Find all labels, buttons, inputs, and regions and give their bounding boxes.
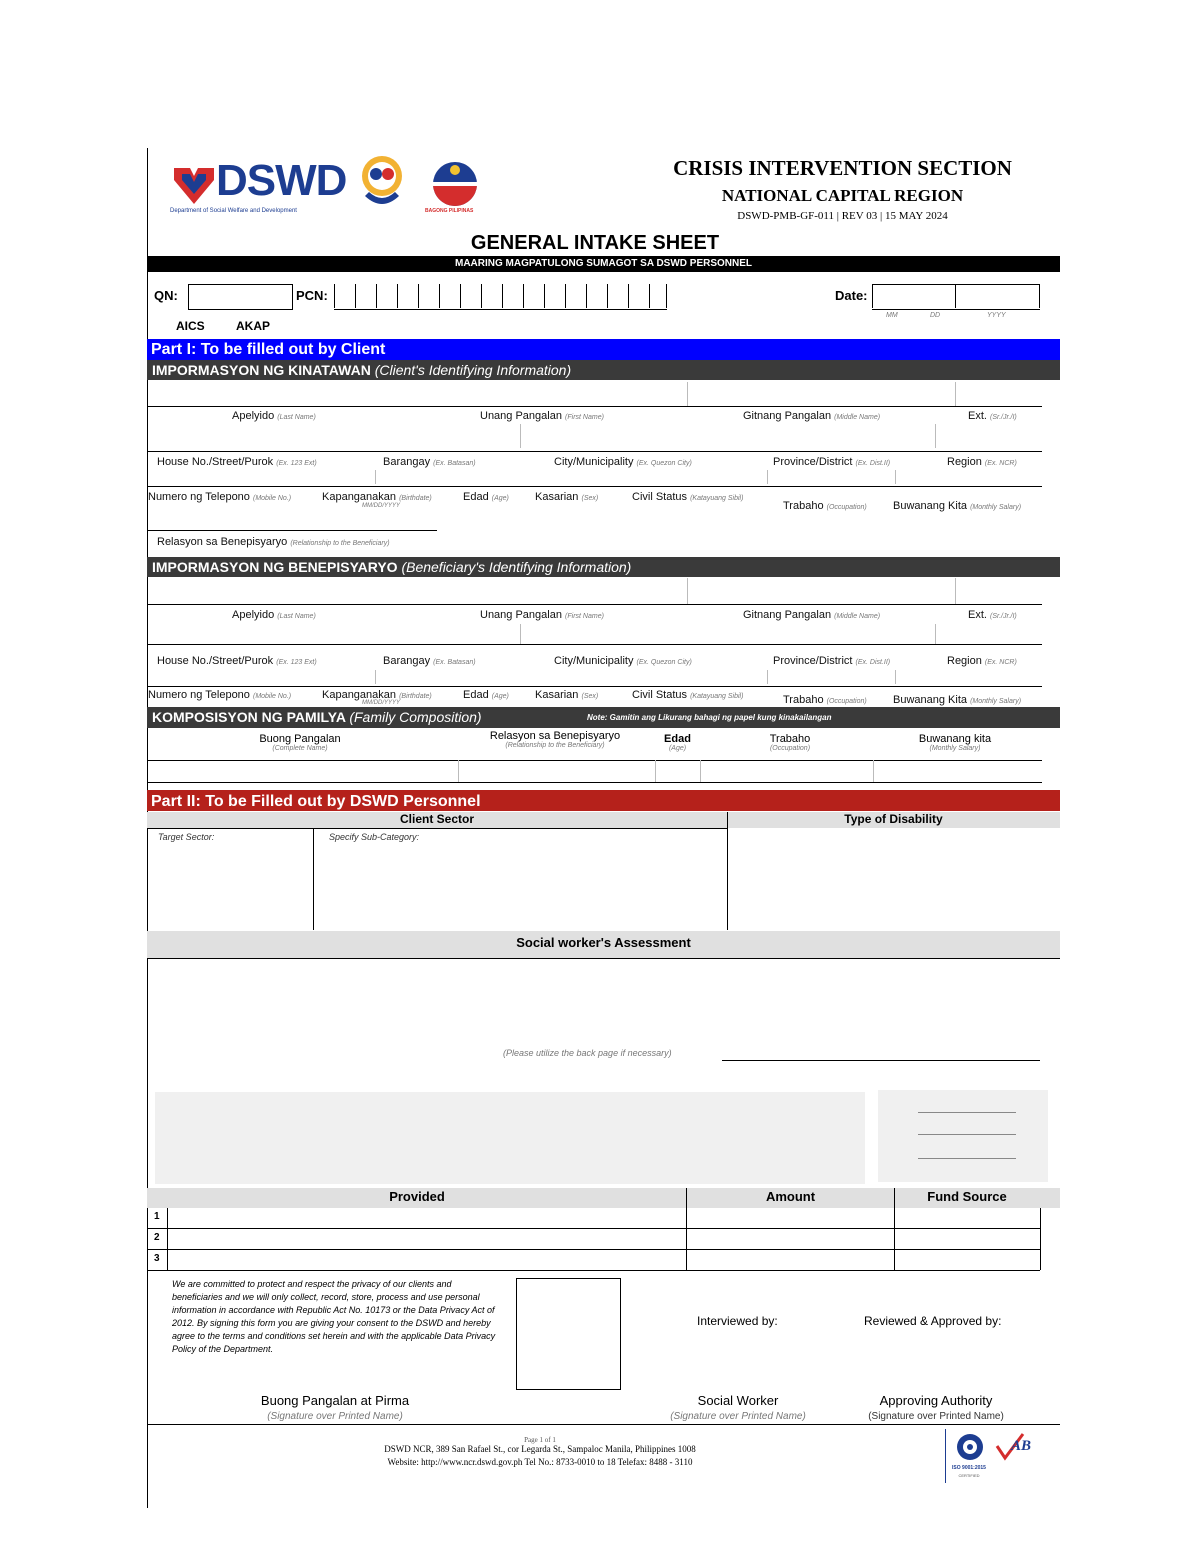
beneficiary-age-label: Edad (Age) [463,689,509,701]
client-age-label: Edad (Age) [463,491,509,503]
date-dd-hint: DD [930,312,941,319]
beneficiary-occupation-label: Trabaho (Occupation) [783,694,867,706]
footer-contact: Website: http://www.ncr.dswd.gov.ph Tel No.: 8733-0010 to 18 Telefax: 8488 - 3110 [387,1457,693,1467]
type-disability-field[interactable] [728,828,1058,928]
amount-col: Amount [765,1189,816,1204]
target-sector-field[interactable] [148,842,312,928]
beneficiary-barangay-label: Barangay (Ex. Batasan) [383,655,476,667]
client-sector-title: Client Sector [399,812,474,826]
client-salary-label: Buwanang Kita (Monthly Salary) [893,500,1022,512]
date-yyyy-hint: YYYY [987,312,1006,319]
bagong-pilipinas-seal-icon [357,150,407,214]
client-middlename-label: Gitnang Pangalan (Middle Name) [743,410,881,422]
iso-badge-caption: CERTIFIED [958,1473,980,1478]
fund-source-col: Fund Source [927,1189,1007,1204]
beneficiary-province-label: Province/District (Ex. Dist.II) [773,655,891,667]
beneficiary-info-title-en: (Beneficiary's Identifying Information) [401,559,632,575]
authority-signature-label: Approving Authority [879,1393,993,1408]
client-province-label: Province/District (Ex. Dist.II) [773,456,891,468]
sheet-title: GENERAL INTAKE SHEET [470,232,720,254]
ab-logo-text: AB [1011,1438,1032,1454]
client-birth-format: MM/DD/YYYY [362,503,401,509]
client-city-label: City/Municipality (Ex. Quezon City) [554,456,692,468]
target-sector-label: Target Sector: [158,832,215,842]
client-birth-label: Kapanganakan (Birthdate) [322,491,432,503]
row-number-2: 2 [154,1232,160,1243]
provided-table-header [147,1188,1060,1208]
dswd-logo-text: DSWD [216,156,347,205]
date-mm-hint: MM [886,312,898,319]
family-col-occupation: Trabaho (Occupation) [769,733,811,752]
worker-signature-hint: (Signature over Printed Name) [670,1411,806,1422]
philippine-flag-emblem-icon [425,160,485,208]
client-signature-label: Buong Pangalan at Pirma [260,1393,410,1408]
region-title: NATIONAL CAPITAL REGION [721,186,964,205]
beneficiary-city-label: City/Municipality (Ex. Quezon City) [554,655,692,667]
page-number: Page 1 of 1 [524,1436,556,1444]
client-occupation-label: Trabaho (Occupation) [783,500,867,512]
beneficiary-salary-label: Buwanang Kita (Monthly Salary) [893,694,1022,706]
client-info-title: IMPORMASYON NG KINATAWAN [152,362,371,378]
family-composition-title-en: (Family Composition) [349,709,482,725]
seal-caption: BAGONG PILIPINAS [425,208,474,214]
row-number-1: 1 [154,1211,160,1222]
worker-signature-label: Social Worker [697,1393,779,1408]
client-ext-label: Ext. (Sr./Jr./I) [968,410,1017,422]
assistance-block [155,1092,865,1184]
client-region-label: Region (Ex. NCR) [947,456,1017,468]
beneficiary-lastname-label: Apelyido (Last Name) [232,609,316,621]
aics-checkbox-label[interactable]: AICS [176,319,205,333]
family-composition-header [147,707,1060,728]
dswd-logo [170,156,350,220]
assistance-banner: MAARING MAGPATULONG SUMAGOT SA DSWD PERSONNEL [147,256,1060,272]
interviewed-by-label: Interviewed by: [697,1314,778,1328]
date-input[interactable] [872,284,1042,310]
sub-category-field[interactable] [314,842,726,928]
client-info-title-en: (Client's Identifying Information) [374,362,572,378]
beneficiary-ext-label: Ext. (Sr./Jr./I) [968,609,1017,621]
client-sex-label: Kasarian (Sex) [535,491,599,503]
qn-input[interactable] [188,284,293,310]
assessment-hint: (Please utilize the back page if necessary) [503,1048,672,1058]
family-col-name: Buong Pangalan (Complete Name) [259,733,341,752]
pcn-input[interactable] [330,284,668,310]
date-label: Date: [835,288,868,303]
provided-col: Provided [389,1189,445,1204]
row-number-3: 3 [154,1253,160,1264]
part1-header: Part I: To be filled out by Client [147,339,1060,360]
beneficiary-region-label: Region (Ex. NCR) [947,655,1017,667]
client-phone-label: Numero ng Telepono (Mobile No.) [148,491,292,503]
assessment-header: Social worker's Assessment [147,931,1060,958]
client-barangay-label: Barangay (Ex. Batasan) [383,456,476,468]
beneficiary-info-title: IMPORMASYON NG BENEPISYARYO [152,559,398,575]
family-col-salary: Buwanang kita (Monthly Salary) [918,733,992,752]
beneficiary-house-label: House No./Street/Purok (Ex. 123 Ext) [157,655,317,667]
beneficiary-birth-label: Kapanganakan (Birthdate) [322,689,432,701]
sector-header-bar [147,812,1060,828]
family-composition-title: KOMPOSISYON NG PAMILYA [152,709,346,725]
family-col-age: Edad (Age) [664,733,691,752]
sub-category-label: Specify Sub-Category: [329,832,420,842]
bagong-pilipinas-logo [425,160,489,218]
client-house-label: House No./Street/Purok (Ex. 123 Ext) [157,456,317,468]
client-relationship-label: Relasyon sa Benepisyaryo (Relationship to the Beneficiary) [157,536,390,548]
qn-label: QN: [154,288,178,303]
ab-accreditation-logo [995,1432,1040,1477]
form-code: DSWD-PMB-GF-011 | REV 03 | 15 MAY 2024 [737,210,948,222]
beneficiary-info-header [147,557,1060,577]
beneficiary-sex-label: Kasarian (Sex) [535,689,599,701]
client-signature-hint: (Signature over Printed Name) [267,1411,403,1422]
footer-address: DSWD NCR, 389 San Rafael St., cor Legarda St., Sampaloc Manila, Philippines 1008 [384,1444,696,1454]
pcn-label: PCN: [296,288,328,303]
family-composition-note: Note: Gamitin ang Likurang bahagi ng papel kung kinakailangan [587,713,832,722]
iso-certification-badge [945,1429,991,1483]
client-info-header [147,360,1060,380]
part2-header: Part II: To be Filled out by DSWD Personnel [147,790,1060,811]
provided-rows[interactable] [168,1209,686,1270]
beneficiary-birth-format: MM/DD/YYYY [362,700,401,706]
thumbmark-box[interactable] [516,1278,621,1390]
authority-signature-hint: (Signature over Printed Name) [868,1411,1004,1422]
reviewed-by-label: Reviewed & Approved by: [864,1314,1002,1328]
family-row[interactable] [147,782,1042,783]
privacy-statement: We are committed to protect and respect the privacy of our clients and beneficiaries and we will only collect, record, store, process and use personal information in accordance with Republic Act No. 10173 or the Data Privacy Act of 2012. By signing this form you are giving your consent to the DSWD and hereby agree to the terms and conditions set herein and with the applicable Data Privacy Policy of the Department. [172,1279,496,1354]
dswd-heart-icon [170,164,218,208]
beneficiary-firstname-label: Unang Pangalan (First Name) [480,609,604,621]
client-civil-label: Civil Status (Katayuang Sibil) [632,491,744,503]
dswd-logo-subtext: Department of Social Welfare and Development [170,208,297,214]
section-title: CRISIS INTERVENTION SECTION [673,156,1012,180]
beneficiary-middlename-label: Gitnang Pangalan (Middle Name) [743,609,881,621]
assessment-field[interactable] [150,962,1040,1054]
akap-checkbox-label[interactable]: AKAP [236,319,271,333]
family-col-relationship: Relasyon sa Benepisyaryo (Relationship to the Beneficiary) [489,730,621,749]
beneficiary-phone-label: Numero ng Telepono (Mobile No.) [148,689,292,701]
signature-block [878,1090,1048,1182]
client-lastname-label: Apelyido (Last Name) [232,410,316,422]
iso-badge-text: ISO 9001:2015 [952,1465,986,1471]
client-firstname-label: Unang Pangalan (First Name) [480,410,604,422]
type-disability-title: Type of Disability [844,812,943,826]
beneficiary-civil-label: Civil Status (Katayuang Sibil) [632,689,744,701]
iso-badge-icon [950,1431,990,1467]
